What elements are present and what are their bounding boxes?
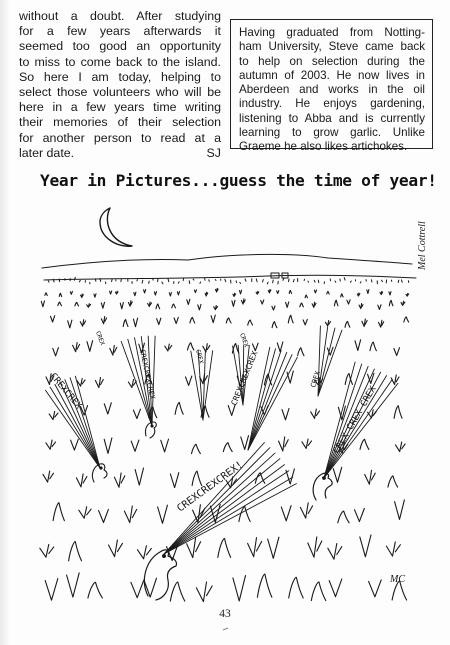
grass-tuft bbox=[277, 342, 283, 352]
grass-tuft bbox=[169, 293, 171, 297]
grass-tuft bbox=[308, 537, 322, 557]
grass-tuft bbox=[298, 348, 304, 356]
grass-tuft bbox=[75, 302, 79, 306]
stubble-mark bbox=[95, 279, 96, 282]
stubble-mark bbox=[256, 279, 257, 282]
grass-tuft bbox=[51, 316, 55, 322]
corncrake-bird bbox=[313, 473, 332, 500]
grass-tuft bbox=[268, 289, 271, 293]
grass-tuft bbox=[128, 301, 132, 307]
stubble-mark bbox=[178, 282, 179, 284]
stubble-mark bbox=[209, 280, 210, 282]
grass-tuft bbox=[228, 405, 235, 416]
grass-tuft bbox=[365, 470, 376, 484]
corncrake-bird bbox=[144, 550, 176, 600]
article-line: So here I am today, helping to bbox=[19, 69, 221, 84]
grass-tuft bbox=[341, 294, 343, 297]
grass-tuft bbox=[347, 300, 350, 304]
grass-tuft bbox=[110, 345, 117, 355]
grass-tuft bbox=[49, 411, 58, 419]
grass-tuft bbox=[386, 542, 400, 556]
grass-tuft bbox=[104, 438, 112, 454]
grass-tuft bbox=[94, 294, 96, 297]
grass-tuft bbox=[161, 439, 169, 452]
grass-tuft bbox=[188, 343, 194, 350]
grass-tuft bbox=[279, 437, 289, 451]
grass-tuft bbox=[388, 476, 398, 487]
grass-tuft bbox=[261, 300, 264, 304]
grass-tuft bbox=[338, 511, 349, 523]
grass-tuft bbox=[43, 471, 54, 482]
grass-tuft bbox=[368, 410, 377, 418]
stubble-mark bbox=[225, 279, 226, 282]
grass-tuft bbox=[135, 468, 143, 485]
grass-tuft bbox=[289, 577, 304, 598]
grass-tuft bbox=[288, 315, 293, 323]
bio-line: ham University, Steve came back bbox=[239, 40, 425, 54]
call-text: CREX bbox=[238, 332, 250, 349]
stubble-mark bbox=[293, 279, 294, 281]
grass-tuft bbox=[192, 471, 202, 485]
corncrake-bird bbox=[145, 422, 156, 438]
grass-tuft bbox=[360, 439, 369, 449]
stubble-mark bbox=[402, 280, 403, 282]
stubble-mark bbox=[344, 278, 345, 281]
grass-tuft bbox=[144, 578, 157, 597]
grass-tuft bbox=[369, 580, 382, 597]
grass-tuft bbox=[131, 440, 139, 451]
grass-tuft bbox=[45, 579, 58, 601]
stubble-mark bbox=[398, 280, 399, 282]
grass-tuft bbox=[311, 582, 326, 601]
grass-tuft bbox=[53, 348, 59, 356]
grass-tuft bbox=[389, 292, 391, 295]
call-beam-line bbox=[70, 378, 100, 468]
stubble-mark bbox=[351, 281, 352, 282]
grass-tuft bbox=[77, 379, 85, 387]
grass-tuft bbox=[115, 291, 118, 294]
grass-tuft bbox=[194, 290, 196, 293]
grass-tuft bbox=[211, 315, 215, 323]
stubble-mark bbox=[335, 281, 336, 282]
article-line: seemed too good an opportunity bbox=[19, 39, 221, 54]
stubble-mark bbox=[79, 280, 80, 281]
grass-tuft bbox=[272, 322, 277, 328]
grass-tuft bbox=[165, 344, 172, 351]
article-line: for a few years afterwards it bbox=[19, 24, 221, 39]
stubble-mark bbox=[318, 280, 319, 283]
grass-tuft bbox=[257, 574, 272, 597]
grass-tuft bbox=[360, 535, 371, 557]
stubble-mark bbox=[240, 282, 241, 283]
call-text: CREXCREXCREX bbox=[229, 349, 260, 407]
grass-tuft bbox=[264, 374, 271, 385]
stubble-mark bbox=[168, 279, 169, 282]
grass-tuft bbox=[41, 301, 44, 307]
grass-tuft bbox=[241, 436, 249, 450]
grass-tuft bbox=[233, 293, 236, 296]
grass-tuft bbox=[190, 317, 195, 323]
grass-tuft bbox=[137, 546, 151, 559]
grass-tuft bbox=[396, 442, 406, 452]
bio-line: Having graduated from Notting- bbox=[239, 26, 425, 39]
grass-tuft bbox=[114, 473, 125, 487]
grass-tuft bbox=[214, 306, 218, 310]
stubble-mark bbox=[360, 282, 361, 283]
page-number: 43 bbox=[219, 608, 231, 620]
grass-tuft bbox=[68, 320, 72, 328]
author-bio-box bbox=[230, 19, 433, 154]
grass-tuft bbox=[101, 317, 106, 324]
call-beam-line bbox=[164, 477, 293, 554]
grass-tuft bbox=[232, 300, 235, 306]
stubble-mark bbox=[371, 280, 372, 282]
grass-tuft bbox=[282, 409, 289, 420]
stubble-mark bbox=[236, 281, 237, 283]
stubble-mark bbox=[314, 280, 315, 282]
grass-tuft bbox=[233, 576, 246, 602]
grass-tuft bbox=[289, 290, 291, 293]
grass-tuft bbox=[314, 290, 316, 293]
grass-tuft bbox=[134, 292, 136, 296]
grass-tuft bbox=[300, 303, 304, 307]
grass-tuft bbox=[95, 378, 103, 388]
grass-tuft bbox=[109, 540, 123, 557]
grass-tuft bbox=[133, 318, 137, 327]
grass-tuft bbox=[401, 301, 405, 305]
grass-tuft bbox=[218, 538, 231, 557]
grass-tuft bbox=[80, 320, 85, 327]
call-beam-line bbox=[248, 357, 297, 450]
grass-tuft bbox=[286, 302, 289, 308]
grass-tuft bbox=[394, 406, 402, 419]
grass-tuft bbox=[192, 444, 201, 453]
grass-tuft bbox=[256, 291, 259, 294]
call-text: CREX CREX CREX bbox=[331, 384, 379, 456]
call-beam-line bbox=[324, 366, 368, 478]
grass-tuft bbox=[205, 292, 208, 296]
grass-tuft bbox=[379, 320, 384, 327]
grass-tuft bbox=[305, 295, 307, 298]
article-line: later date. bbox=[19, 145, 75, 160]
grass-tuft bbox=[404, 317, 409, 322]
grass-tuft bbox=[59, 293, 61, 296]
grass-tuft bbox=[58, 302, 62, 306]
crescent-moon-icon bbox=[100, 208, 132, 246]
grass-tuft bbox=[281, 506, 291, 521]
grass-tuft bbox=[110, 291, 112, 294]
grass-tuft bbox=[177, 292, 179, 295]
grass-tuft bbox=[198, 304, 201, 310]
grass-tuft bbox=[362, 319, 367, 327]
grass-tuft bbox=[378, 305, 381, 310]
grass-tuft bbox=[268, 537, 279, 558]
bio-line: Graeme he also likes artichokes. bbox=[239, 140, 408, 154]
grass-tuft bbox=[124, 506, 136, 522]
stubble-mark bbox=[263, 280, 264, 282]
grass-tuft bbox=[133, 409, 140, 418]
stubble-mark bbox=[162, 282, 163, 284]
grass-tuft bbox=[287, 371, 293, 383]
grass-tuft bbox=[158, 505, 168, 523]
bio-line: learning to grow garlic. Unlike bbox=[239, 126, 425, 140]
grass-tuft bbox=[389, 300, 393, 305]
stubble-mark bbox=[149, 281, 150, 283]
grass-tuft bbox=[175, 402, 183, 414]
stubble-mark bbox=[48, 281, 49, 283]
article-line: select those volunteers who will be bbox=[19, 85, 221, 100]
grass-tuft bbox=[87, 304, 91, 308]
call-beam-line bbox=[324, 379, 392, 478]
grass-tuft bbox=[223, 443, 232, 452]
bio-line: industry. He enjoys gardening, bbox=[239, 97, 425, 111]
grass-tuft bbox=[148, 302, 152, 307]
article-line: for another person to read at a bbox=[19, 130, 221, 145]
bio-line: listening to Abba and is currently bbox=[239, 111, 425, 125]
grass-tuft bbox=[196, 582, 212, 602]
grass-tuft bbox=[40, 544, 54, 557]
stubble-mark bbox=[273, 280, 274, 283]
grass-tuft bbox=[277, 291, 279, 294]
article-line: to miss to come back to the island. bbox=[19, 54, 221, 69]
stubble-mark bbox=[193, 279, 194, 280]
grass-tuft bbox=[253, 343, 259, 351]
article-line-last bbox=[19, 146, 221, 161]
grass-tuft bbox=[311, 409, 320, 418]
grass-tuft bbox=[79, 507, 91, 518]
call-beam-line bbox=[164, 448, 270, 554]
grass-tuft bbox=[104, 403, 111, 414]
grass-tuft bbox=[69, 542, 82, 561]
bio-line: Aberdeen and works in the oil bbox=[239, 83, 425, 97]
grass-tuft bbox=[325, 321, 330, 326]
grass-tuft bbox=[367, 290, 369, 294]
stubble-mark bbox=[267, 282, 268, 284]
bio-line: autumn of 2003. He now lives in bbox=[239, 68, 425, 82]
grass-tuft bbox=[329, 579, 342, 597]
stubble-mark bbox=[112, 279, 113, 281]
grass-tuft bbox=[248, 538, 262, 557]
article-line: their memories of their selection bbox=[19, 115, 221, 130]
grass-tuft bbox=[357, 293, 360, 296]
grass-tuft bbox=[144, 290, 146, 293]
grass-tuft bbox=[88, 582, 103, 598]
artist-credit: Mel Cottrell bbox=[417, 221, 428, 270]
grass-tuft bbox=[355, 509, 365, 522]
artist-signature: MC bbox=[390, 574, 405, 585]
grass-tuft bbox=[334, 300, 338, 306]
grass-tuft bbox=[70, 292, 72, 295]
call-text: CREX bbox=[309, 370, 323, 389]
horizon-dots bbox=[48, 277, 409, 284]
grass-tuft bbox=[71, 439, 79, 450]
stubble-mark bbox=[142, 280, 143, 283]
call-beam-line bbox=[164, 443, 264, 555]
stubble-mark bbox=[245, 279, 246, 281]
call-text: CREXCREX bbox=[47, 371, 84, 412]
stubble-mark bbox=[200, 282, 201, 283]
grass-tuft bbox=[203, 344, 210, 352]
grass-tuft bbox=[186, 376, 192, 385]
grass-tuft bbox=[312, 302, 316, 307]
grass-tuft bbox=[154, 292, 156, 296]
grass-tuft bbox=[255, 473, 265, 484]
article-line: here in a few years time writing bbox=[19, 100, 221, 115]
call-text: CREXCREXCREX! bbox=[175, 459, 246, 515]
grass-tuft bbox=[81, 294, 84, 298]
stubble-mark bbox=[283, 278, 284, 280]
grass-tuft bbox=[394, 348, 400, 356]
article-line: without a doubt. After studying bbox=[19, 9, 221, 23]
grass-tuft bbox=[46, 440, 56, 449]
grass-tuft bbox=[328, 544, 342, 560]
call-text: CREXCREXCREX bbox=[138, 348, 157, 400]
corncrake-field-drawing bbox=[28, 200, 423, 610]
grass-tuft bbox=[216, 288, 219, 292]
grass-tuft bbox=[67, 573, 80, 597]
grass-tuft bbox=[123, 320, 128, 327]
grass-tuft bbox=[241, 299, 245, 304]
grass-tuft bbox=[120, 303, 123, 309]
grass-tuft bbox=[248, 320, 253, 325]
feature-heading: Year in Pictures...guess the time of year! bbox=[40, 171, 437, 190]
grass-tuft bbox=[53, 503, 64, 521]
grass-tuft bbox=[303, 319, 307, 325]
grass-tuft bbox=[240, 290, 242, 294]
grass-tuft bbox=[187, 299, 190, 304]
grass-tuft bbox=[286, 469, 294, 484]
grass-tuft bbox=[300, 503, 312, 518]
grass-tuft bbox=[333, 467, 341, 482]
grass-tuft bbox=[355, 340, 361, 351]
grass-tuft bbox=[174, 317, 178, 323]
grass-tuft bbox=[395, 500, 405, 520]
article-continuation bbox=[19, 9, 221, 161]
stubble-mark bbox=[289, 279, 290, 282]
stubble-mark bbox=[382, 280, 383, 281]
grass-tuft bbox=[131, 581, 144, 598]
grass-tuft bbox=[170, 473, 178, 488]
stubble-mark bbox=[189, 281, 190, 284]
grass-tuft bbox=[302, 439, 312, 448]
grass-tuft bbox=[327, 291, 329, 294]
pen-mark bbox=[222, 627, 230, 631]
grass-tuft bbox=[101, 302, 104, 308]
grass-tuft bbox=[370, 342, 376, 351]
horizon-hills bbox=[42, 254, 412, 268]
grass-tuft bbox=[406, 294, 409, 297]
grass-tuft bbox=[345, 321, 350, 327]
grass-tuft bbox=[157, 318, 161, 325]
grass-tuft bbox=[99, 509, 109, 522]
grass-tuft bbox=[45, 293, 47, 296]
stubble-mark bbox=[137, 280, 138, 281]
grass-tuft bbox=[172, 304, 176, 308]
call-text: CREX bbox=[94, 330, 106, 347]
grass-tuft bbox=[380, 292, 383, 295]
bio-line: to help on selection during the bbox=[239, 54, 425, 68]
stubble-mark bbox=[215, 280, 216, 281]
author-initials: SJ bbox=[206, 145, 221, 160]
grass-tuft bbox=[156, 304, 160, 309]
grass-tuft bbox=[359, 304, 363, 309]
call-text: CREX bbox=[194, 348, 205, 365]
grass-tuft bbox=[76, 474, 87, 487]
grass-tuft bbox=[272, 306, 275, 310]
call-beam-line bbox=[318, 330, 342, 396]
grass-tuft bbox=[87, 341, 93, 352]
grass-tuft bbox=[226, 318, 231, 323]
grass-tuft bbox=[170, 582, 185, 601]
grass-tuft bbox=[73, 343, 80, 352]
